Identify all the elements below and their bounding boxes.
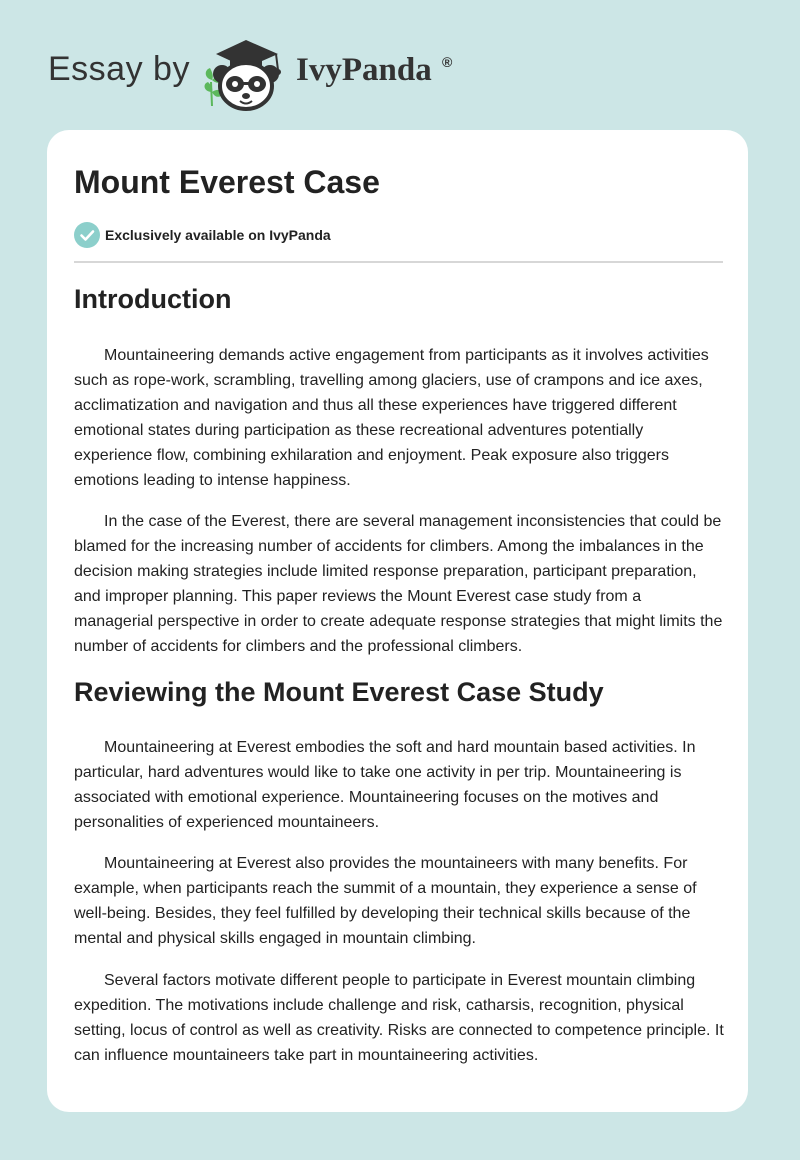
document-card [47,130,748,1112]
panda-graduate-icon[interactable] [200,36,292,112]
site-header [0,0,800,130]
registered-mark: ® [442,54,453,70]
paragraph: Mountaineering demands active engagement from participants as it involves activities such as rope-work, scrambling, travelling among glaciers, use of crampons and ice axes, acclimatization and navigation and thus all these experiences have triggered different emotional states during participation as these recreational adventures potentially experience flow, combining exhilaration and enjoyment. Peak exposure also triggers emotions leading to intense happiness. [74,347,709,489]
brand-name[interactable]: IvyPanda [296,52,432,88]
paragraph: Mountaineering at Everest embodies the soft and hard mountain based activities. In particular, hard adventures would like to take one activity in per trip. Mountaineering is associated with emotional experience. Mountaineering focuses on the motives and personalities of experienced mountaineers. [74,739,696,831]
paragraph: Several factors motivate different people to participate in Everest mountain climbing expedition. The motivations include challenge and risk, catharsis, recognition, physical setting, locus of control as well as creativity. Risks are connected to competence principle. It can influence mountaineers take part in mountaineering activities. [74,972,724,1064]
section-heading-introduction: Introduction [74,284,232,314]
check-circle-icon [74,222,100,248]
page-title: Mount Everest Case [74,164,380,200]
exclusive-badge [74,222,331,248]
paragraph: Mountaineering at Everest also provides the mountaineers with many benefits. For example, when participants reach the summit of a mountain, they experience a sense of well-being. Besides, they feel fulfilled by developing their technical skills because of the mental and physical skills engaged in mountain climbing. [74,855,697,947]
section-heading-reviewing-case-study: Reviewing the Mount Everest Case Study [74,677,604,707]
paragraph: In the case of the Everest, there are several management inconsistencies that could be blamed for the increasing number of accidents for climbers. Among the imbalances in the decision making strategies include limited response preparation, participant preparation, and improper planning. This paper reviews the Mount Everest case study from a managerial perspective in order to create adequate response strategies that might limits the number of accidents for climbers and the professional climbers. [74,513,723,655]
essay-by-label: Essay by [48,50,190,88]
exclusive-badge-label: Exclusively available on IvyPanda [105,227,331,243]
title-divider [74,261,723,263]
